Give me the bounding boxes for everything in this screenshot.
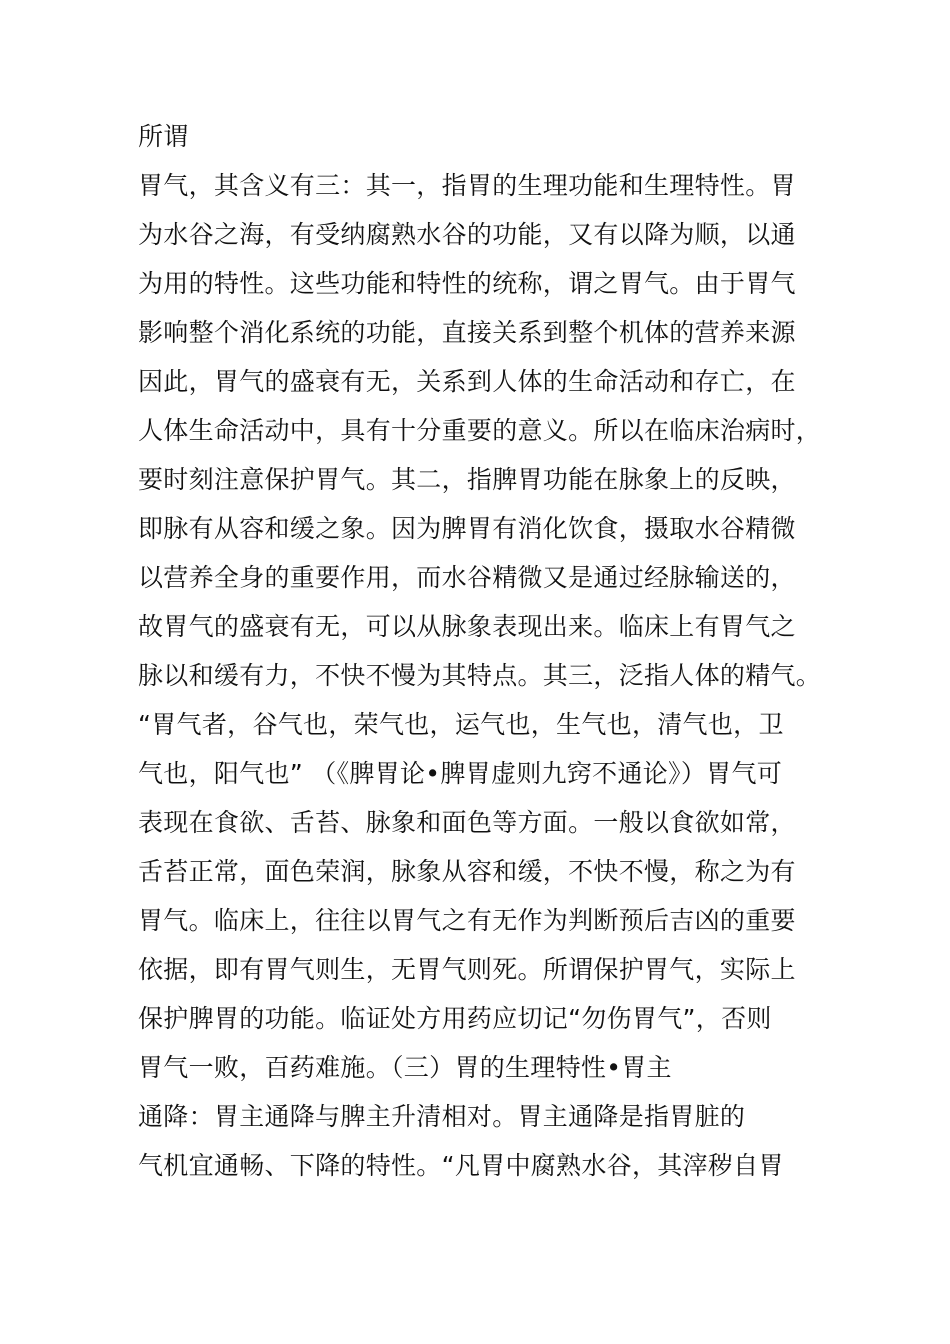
text-line: 为用的特性。这些功能和特性的统称，谓之胃气。由于胃气: [138, 269, 796, 298]
text-line: “胃气者，谷气也，荣气也，运气也，生气也，清气也，卫: [138, 710, 784, 739]
text-line: 因此，胃气的盛衰有无，关系到人体的生命活动和存亡，在: [138, 367, 796, 396]
text-line: 依据，即有胃气则生，无胃气则死。所谓保护胃气，实际上: [138, 955, 796, 984]
text-line: 表现在食欲、舌苔、脉象和面色等方面。一般以食欲如常，: [138, 808, 796, 837]
text-line: 保护脾胃的功能。临证处方用药应切记“勿伤胃气”，否则: [138, 1004, 772, 1033]
text-line: 气机宜通畅、下降的特性。“凡胃中腐熟水谷，其滓秽自胃: [138, 1151, 784, 1180]
text-line: 影响整个消化系统的功能，直接关系到整个机体的营养来源: [138, 318, 796, 347]
text-line: 即脉有从容和缓之象。因为脾胃有消化饮食，摄取水谷精微: [138, 514, 796, 543]
text-line: 要时刻注意保护胃气。其二，指脾胃功能在脉象上的反映，: [138, 465, 796, 494]
text-line: 脉以和缓有力，不快不慢为其特点。其三，泛指人体的精气。: [138, 661, 822, 690]
text-line: 胃气，其含义有三：其一，指胃的生理功能和生理特性。胃: [138, 171, 796, 200]
text-line: 胃气一败，百药难施。（三）胃的生理特性•胃主: [138, 1053, 672, 1082]
text-line: 胃气。临床上，往往以胃气之有无作为判断预后吉凶的重要: [138, 906, 796, 935]
text-line: 气也，阳气也” （《脾胃论•脾胃虚则九窍不通论》）胃气可: [138, 759, 783, 788]
body-text: [138, 112, 838, 1190]
text-line: 故胃气的盛衰有无，可以从脉象表现出来。临床上有胃气之: [138, 612, 796, 641]
text-line: 舌苔正常，面色荣润，脉象从容和缓，不快不慢，称之为有: [138, 857, 796, 886]
text-line: 以营养全身的重要作用，而水谷精微又是通过经脉输送的，: [138, 563, 796, 592]
text-line: 为水谷之海，有受纳腐熟水谷的功能，又有以降为顺，以通: [138, 220, 796, 249]
text-line: 所谓: [138, 122, 189, 151]
text-line: 通降：胃主通降与脾主升清相对。胃主通降是指胃脏的: [138, 1102, 746, 1131]
text-line: 人体生命活动中，具有十分重要的意义。所以在临床治病时，: [138, 416, 822, 445]
